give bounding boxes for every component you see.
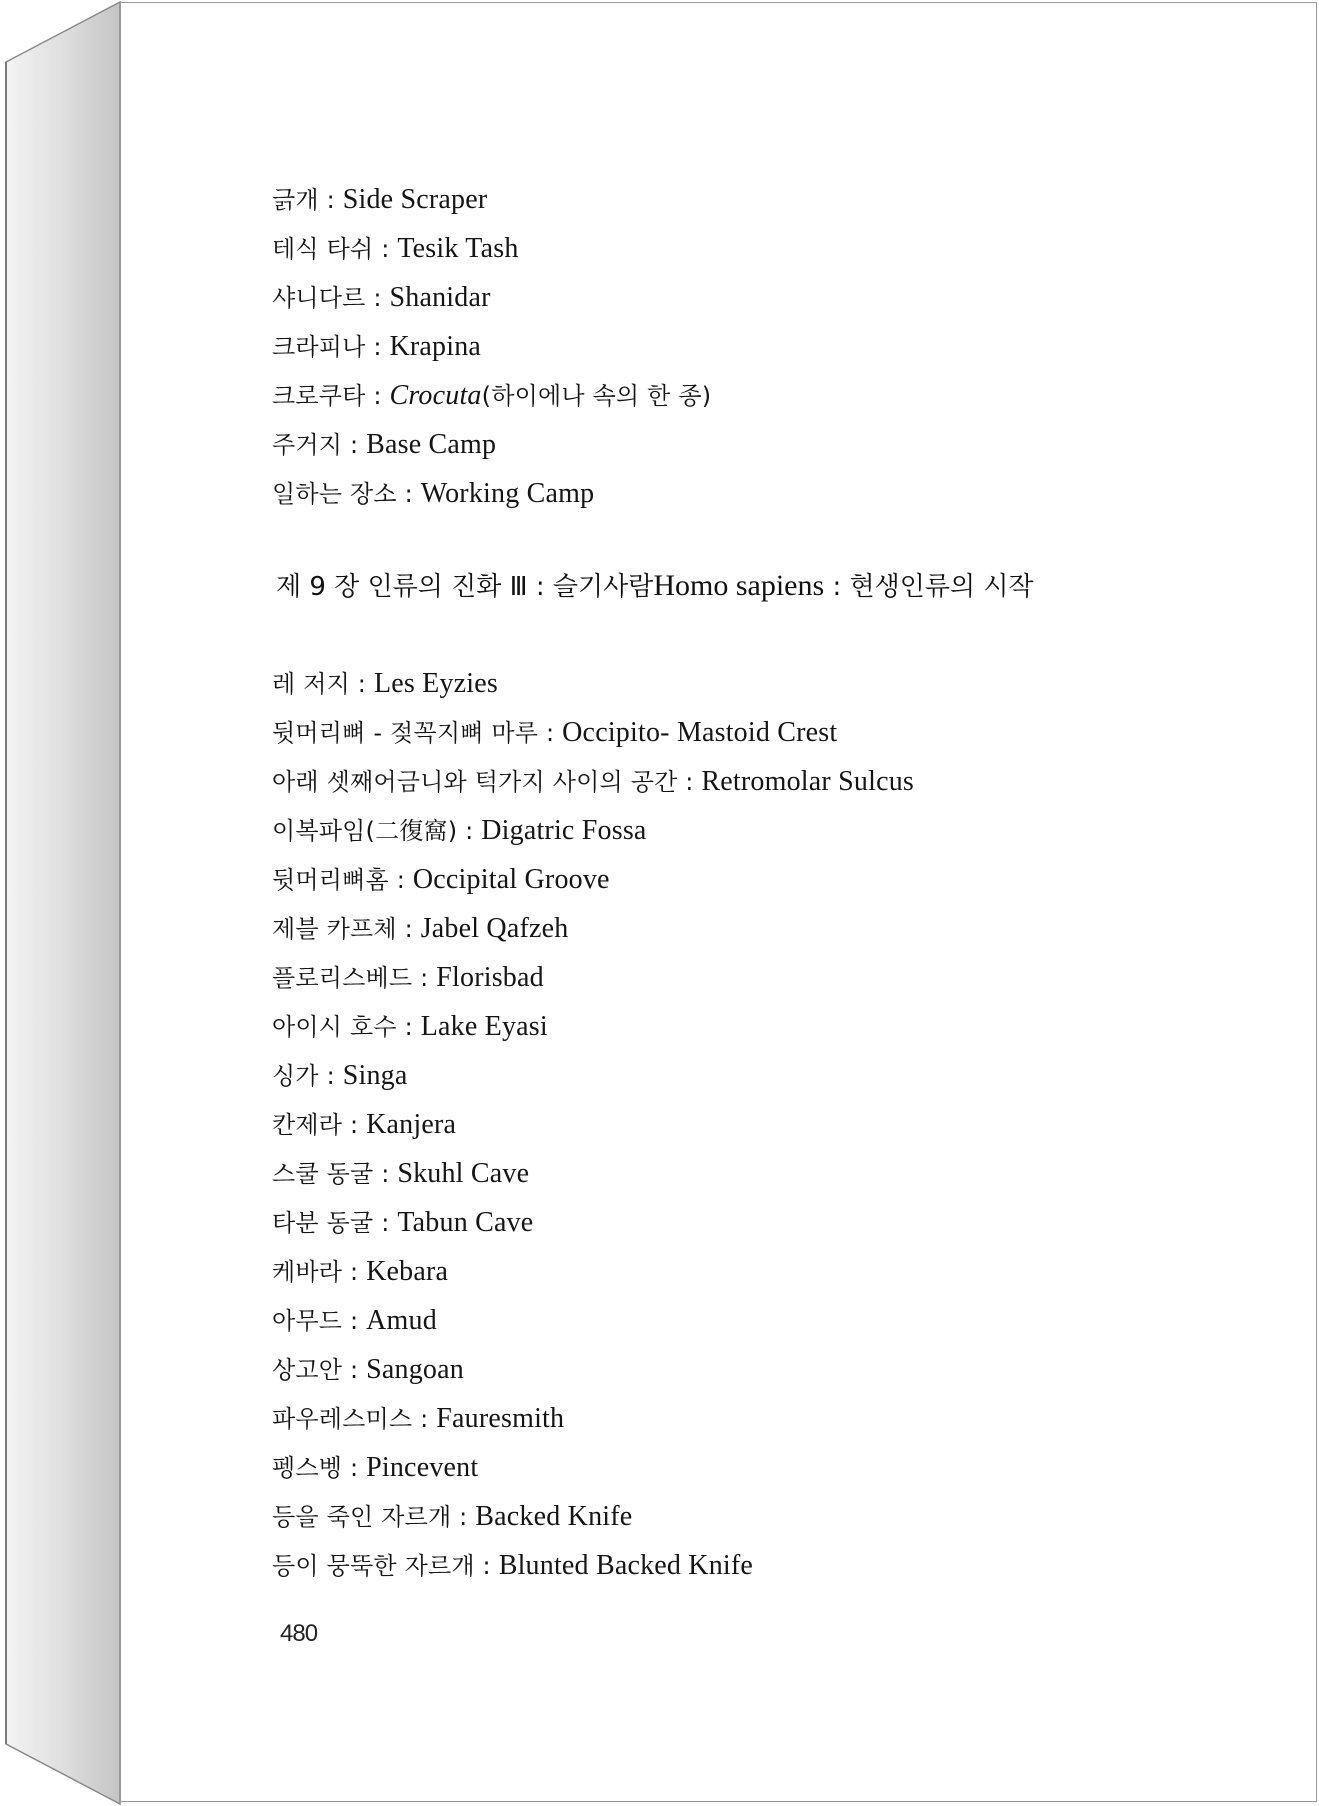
glossary-entry (272, 1405, 564, 1433)
entry-korean: 펭스벵 : (272, 1454, 367, 1482)
book-page (120, 2, 1317, 1802)
entry-korean: 크라피나 : (272, 333, 390, 361)
entry-korean: 케바라 : (272, 1258, 367, 1286)
glossary-entry (272, 1258, 448, 1286)
entry-korean: 아이시 호수 : (272, 1013, 421, 1041)
entry-english: Pincevent (366, 1452, 479, 1483)
entry-korean: 레 저지 : (272, 670, 374, 698)
entry-english: Singa (342, 1060, 408, 1091)
glossary-entry (272, 333, 481, 361)
entry-english: Side Scraper (342, 184, 488, 215)
entry-english: Tesik Tash (397, 233, 519, 264)
page-number: 480 (280, 1620, 318, 1647)
glossary-entry (272, 915, 568, 943)
glossary-entry (272, 866, 610, 894)
entry-korean: 스쿨 동굴 : (272, 1160, 398, 1188)
entry-english-italic: Crocuta (389, 380, 482, 411)
glossary-entry (272, 1062, 408, 1090)
entry-note: (하이에나 속의 한 종) (481, 382, 712, 410)
chapter-heading (276, 566, 1034, 603)
glossary-entry (272, 964, 544, 992)
entry-english: Fauresmith (436, 1403, 565, 1434)
glossary-entry (272, 480, 594, 508)
entry-english: Working Camp (420, 478, 595, 509)
entry-english: Jabel Qafzeh (420, 913, 569, 944)
entry-english: Base Camp (366, 429, 497, 460)
entry-english: Occipito- Mastoid Crest (562, 717, 838, 748)
entry-english: Sangoan (366, 1354, 464, 1385)
entry-english: Skuhl Cave (397, 1158, 530, 1189)
entry-english: Florisbad (436, 962, 544, 993)
glossary-entry (272, 1552, 753, 1580)
entry-korean: 뒷머리뼈홈 : (272, 866, 413, 894)
entry-english: Tabun Cave (397, 1207, 534, 1238)
glossary-entry (272, 719, 837, 747)
entry-korean: 긁개 : (272, 186, 343, 214)
glossary-entry (272, 431, 496, 459)
entry-english: Retromolar Sulcus (701, 766, 914, 797)
entry-english: Amud (366, 1305, 437, 1336)
glossary-entry (272, 1454, 478, 1482)
glossary-entry (272, 1013, 548, 1041)
glossary-entry (272, 1356, 464, 1384)
entry-korean: 일하는 장소 : (272, 480, 421, 508)
entry-english: Kebara (366, 1256, 449, 1287)
glossary-entry (272, 817, 647, 845)
entry-korean: 크로쿠타 : (272, 382, 390, 410)
entry-english: Blunted Backed Knife (498, 1550, 754, 1581)
entry-english: Digatric Fossa (481, 815, 647, 846)
chapter-suffix: : 현생인류의 시작 (824, 572, 1034, 602)
glossary-entry (272, 1209, 533, 1237)
entry-korean: 샤니다르 : (272, 284, 390, 312)
glossary-entry (272, 186, 487, 214)
entry-korean: 이복파임(二復窩) : (272, 817, 482, 845)
glossary-entry (272, 1160, 529, 1188)
entry-korean: 등이 뭉뚝한 자르개 : (272, 1552, 499, 1580)
entry-korean: 제블 카프체 : (272, 915, 421, 943)
entry-english: Krapina (389, 331, 482, 362)
book-side-shape (0, 0, 122, 1806)
glossary-entry (272, 284, 491, 312)
entry-english: Occipital Groove (412, 864, 610, 895)
glossary-entry (272, 235, 519, 263)
entry-korean: 테식 타쉬 : (272, 235, 398, 263)
entry-english: Lake Eyasi (420, 1011, 548, 1042)
entry-korean: 타분 동굴 : (272, 1209, 398, 1237)
entry-korean: 싱가 : (272, 1062, 343, 1090)
entry-korean: 뒷머리뼈 - 젖꼭지뼈 마루 : (272, 719, 563, 747)
entry-english: Backed Knife (475, 1501, 633, 1532)
entry-korean: 상고안 : (272, 1356, 367, 1384)
entry-korean: 파우레스미스 : (272, 1405, 437, 1433)
entry-korean: 아래 셋째어금니와 턱가지 사이의 공간 : (272, 768, 702, 796)
entry-korean: 플로리스베드 : (272, 964, 437, 992)
glossary-entry-crocuta (272, 382, 711, 410)
entry-korean: 아무드 : (272, 1307, 367, 1335)
entry-english: Kanjera (366, 1109, 457, 1140)
glossary-entry (272, 670, 498, 698)
book-side (0, 0, 122, 1806)
entry-english: Shanidar (389, 282, 491, 313)
glossary-entry (272, 768, 914, 796)
entry-english: Les Eyzies (373, 668, 498, 699)
glossary-entry (272, 1307, 437, 1335)
glossary-entry (272, 1503, 632, 1531)
entry-korean: 칸제라 : (272, 1111, 367, 1139)
entry-korean: 주거지 : (272, 431, 367, 459)
chapter-prefix: 제 9 장 인류의 진화 Ⅲ : 슬기사람 (276, 572, 654, 602)
chapter-latin: Homo sapiens (653, 569, 825, 602)
glossary-entry (272, 1111, 456, 1139)
entry-korean: 등을 죽인 자르개 : (272, 1503, 476, 1531)
